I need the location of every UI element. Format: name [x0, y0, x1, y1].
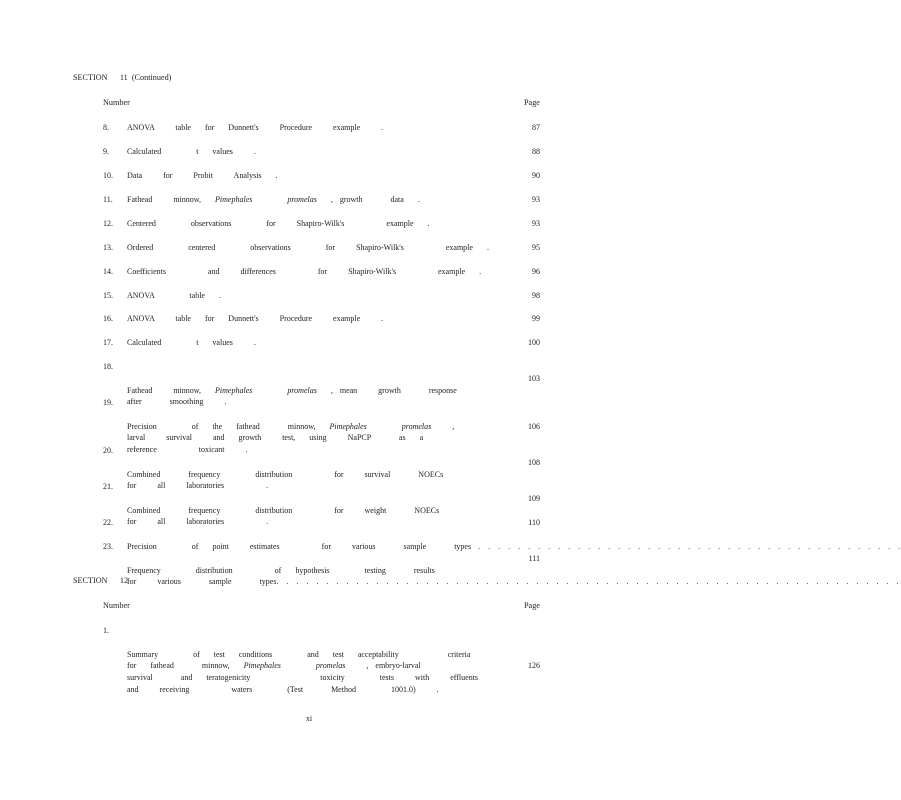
entry-number: 14.: [103, 267, 113, 276]
entry-title: Frequency distribution of hypothesis testing results for various sample types. . . . . . . . . . . . . . . . . . . . . . . . . . . . . . . . . . . . . . . . . . . . . . . . . . . . . . . . . . . . . . .: [127, 565, 899, 587]
entry-number: 13.: [103, 243, 113, 252]
species-name: Pimephales promelas: [329, 421, 432, 431]
page-number-footer: xi: [305, 714, 313, 723]
entry-page: 108: [528, 457, 540, 467]
entry-title: Precision of point estimates for various sample types . . . . . . . . . . . . . . . . . . . . . . . . . . . . . . . . . . . . . . . . . . .: [127, 541, 901, 551]
entry-title: Fathead minnow, Pimephales promelas , growth data .: [127, 195, 420, 204]
entry-page: 93: [532, 195, 540, 204]
entry-page: 88: [532, 147, 540, 156]
entry-page: 106: [528, 421, 540, 431]
entry-number: 17.: [103, 338, 113, 347]
entry-page: 126: [528, 661, 540, 671]
entry-page: 100: [528, 338, 540, 347]
entry-title: Ordered centered observations for Shapiro-Wilk's example .: [127, 243, 489, 252]
entry-number: 12.: [103, 219, 113, 228]
species-name: Pimephales promelas: [215, 195, 317, 204]
entry-number: 8.: [103, 123, 109, 132]
entry-number: 10.: [103, 171, 113, 180]
entry-page: 93: [532, 219, 540, 228]
number-column-label: Number: [103, 98, 130, 107]
entry-page: 111: [528, 553, 540, 563]
entry-title: Summary of test conditions and test acceptability criteria for fathead minnow, Pimephales promelas , embryo-larval survival and teratogenicity toxicity tests with effluents and receiving waters (Test Method 1001.0) .: [127, 649, 479, 694]
section-11-heading: SECTION 11 (Continued): [73, 73, 172, 82]
entry-number: 15.: [103, 291, 113, 300]
entry-title: Data for Probit Analysis .: [127, 171, 278, 180]
entry-title: ANOVA table .: [127, 291, 221, 300]
page-column-label: Page: [524, 98, 540, 107]
entry-page: 96: [532, 267, 540, 276]
entry-page: 98: [532, 291, 540, 300]
entry-number: 21.: [103, 482, 113, 491]
section-12-heading: SECTION 12: [73, 576, 129, 585]
number-column-label: Number: [103, 601, 130, 610]
entry-page: 103: [528, 373, 540, 383]
entry-title: Calculated t values .: [127, 338, 256, 347]
entry-title: ANOVA table for Dunnett's Procedure example .: [127, 314, 384, 323]
species-name: Pimephales promelas: [215, 385, 317, 395]
entry-title: Fathead minnow, Pimephales promelas , mean growth response after smoothing .: [127, 385, 457, 407]
entry-page: 87: [532, 123, 540, 132]
dot-leader: . . . . . . . . . . . . . . . . . . . . . . . . . . . . . . . . . . . . . . . . . . . . . . . . . . . . . . . . . . . . . . .: [276, 577, 899, 587]
entry-page: 95: [532, 243, 540, 252]
entry-number: 23.: [103, 542, 113, 551]
entry-number: 9.: [103, 147, 109, 156]
entry-page: 109: [528, 493, 540, 503]
entry-number: 20.: [103, 446, 113, 455]
entry-number: 22.: [103, 518, 113, 527]
entry-number: 1.: [103, 626, 109, 635]
entry-number: 11.: [103, 195, 113, 204]
entry-title: Combined frequency distribution for weight NOECs for all laboratories .: [127, 505, 440, 527]
entry-title: Precision of the fathead minnow, Pimephales promelas , larval survival and growth test, using NaPCP as a reference toxicant .: [127, 421, 455, 455]
entry-number: 18.: [103, 362, 113, 371]
entry-number: 16.: [103, 314, 113, 323]
species-name: Pimephales promelas: [243, 661, 346, 671]
entry-page: 110: [528, 518, 540, 527]
dot-leader: . . . . . . . . . . . . . . . . . . . . . . . . . . . . . . . . . . . . . . . . . . .: [478, 541, 901, 551]
page-column-label: Page: [524, 601, 540, 610]
entry-page: 99: [532, 314, 540, 323]
entry-title: Centered observations for Shapiro-Wilk's example .: [127, 219, 430, 228]
entry-title: Combined frequency distribution for survival NOECs for all laboratories .: [127, 469, 444, 491]
entry-number: 19.: [103, 398, 113, 407]
entry-title: Coefficients and differences for Shapiro-Wilk's example .: [127, 267, 482, 276]
entry-title: ANOVA table for Dunnett's Procedure example .: [127, 123, 384, 132]
entry-page: 90: [532, 171, 540, 180]
entry-title: Calculated t values .: [127, 147, 256, 156]
